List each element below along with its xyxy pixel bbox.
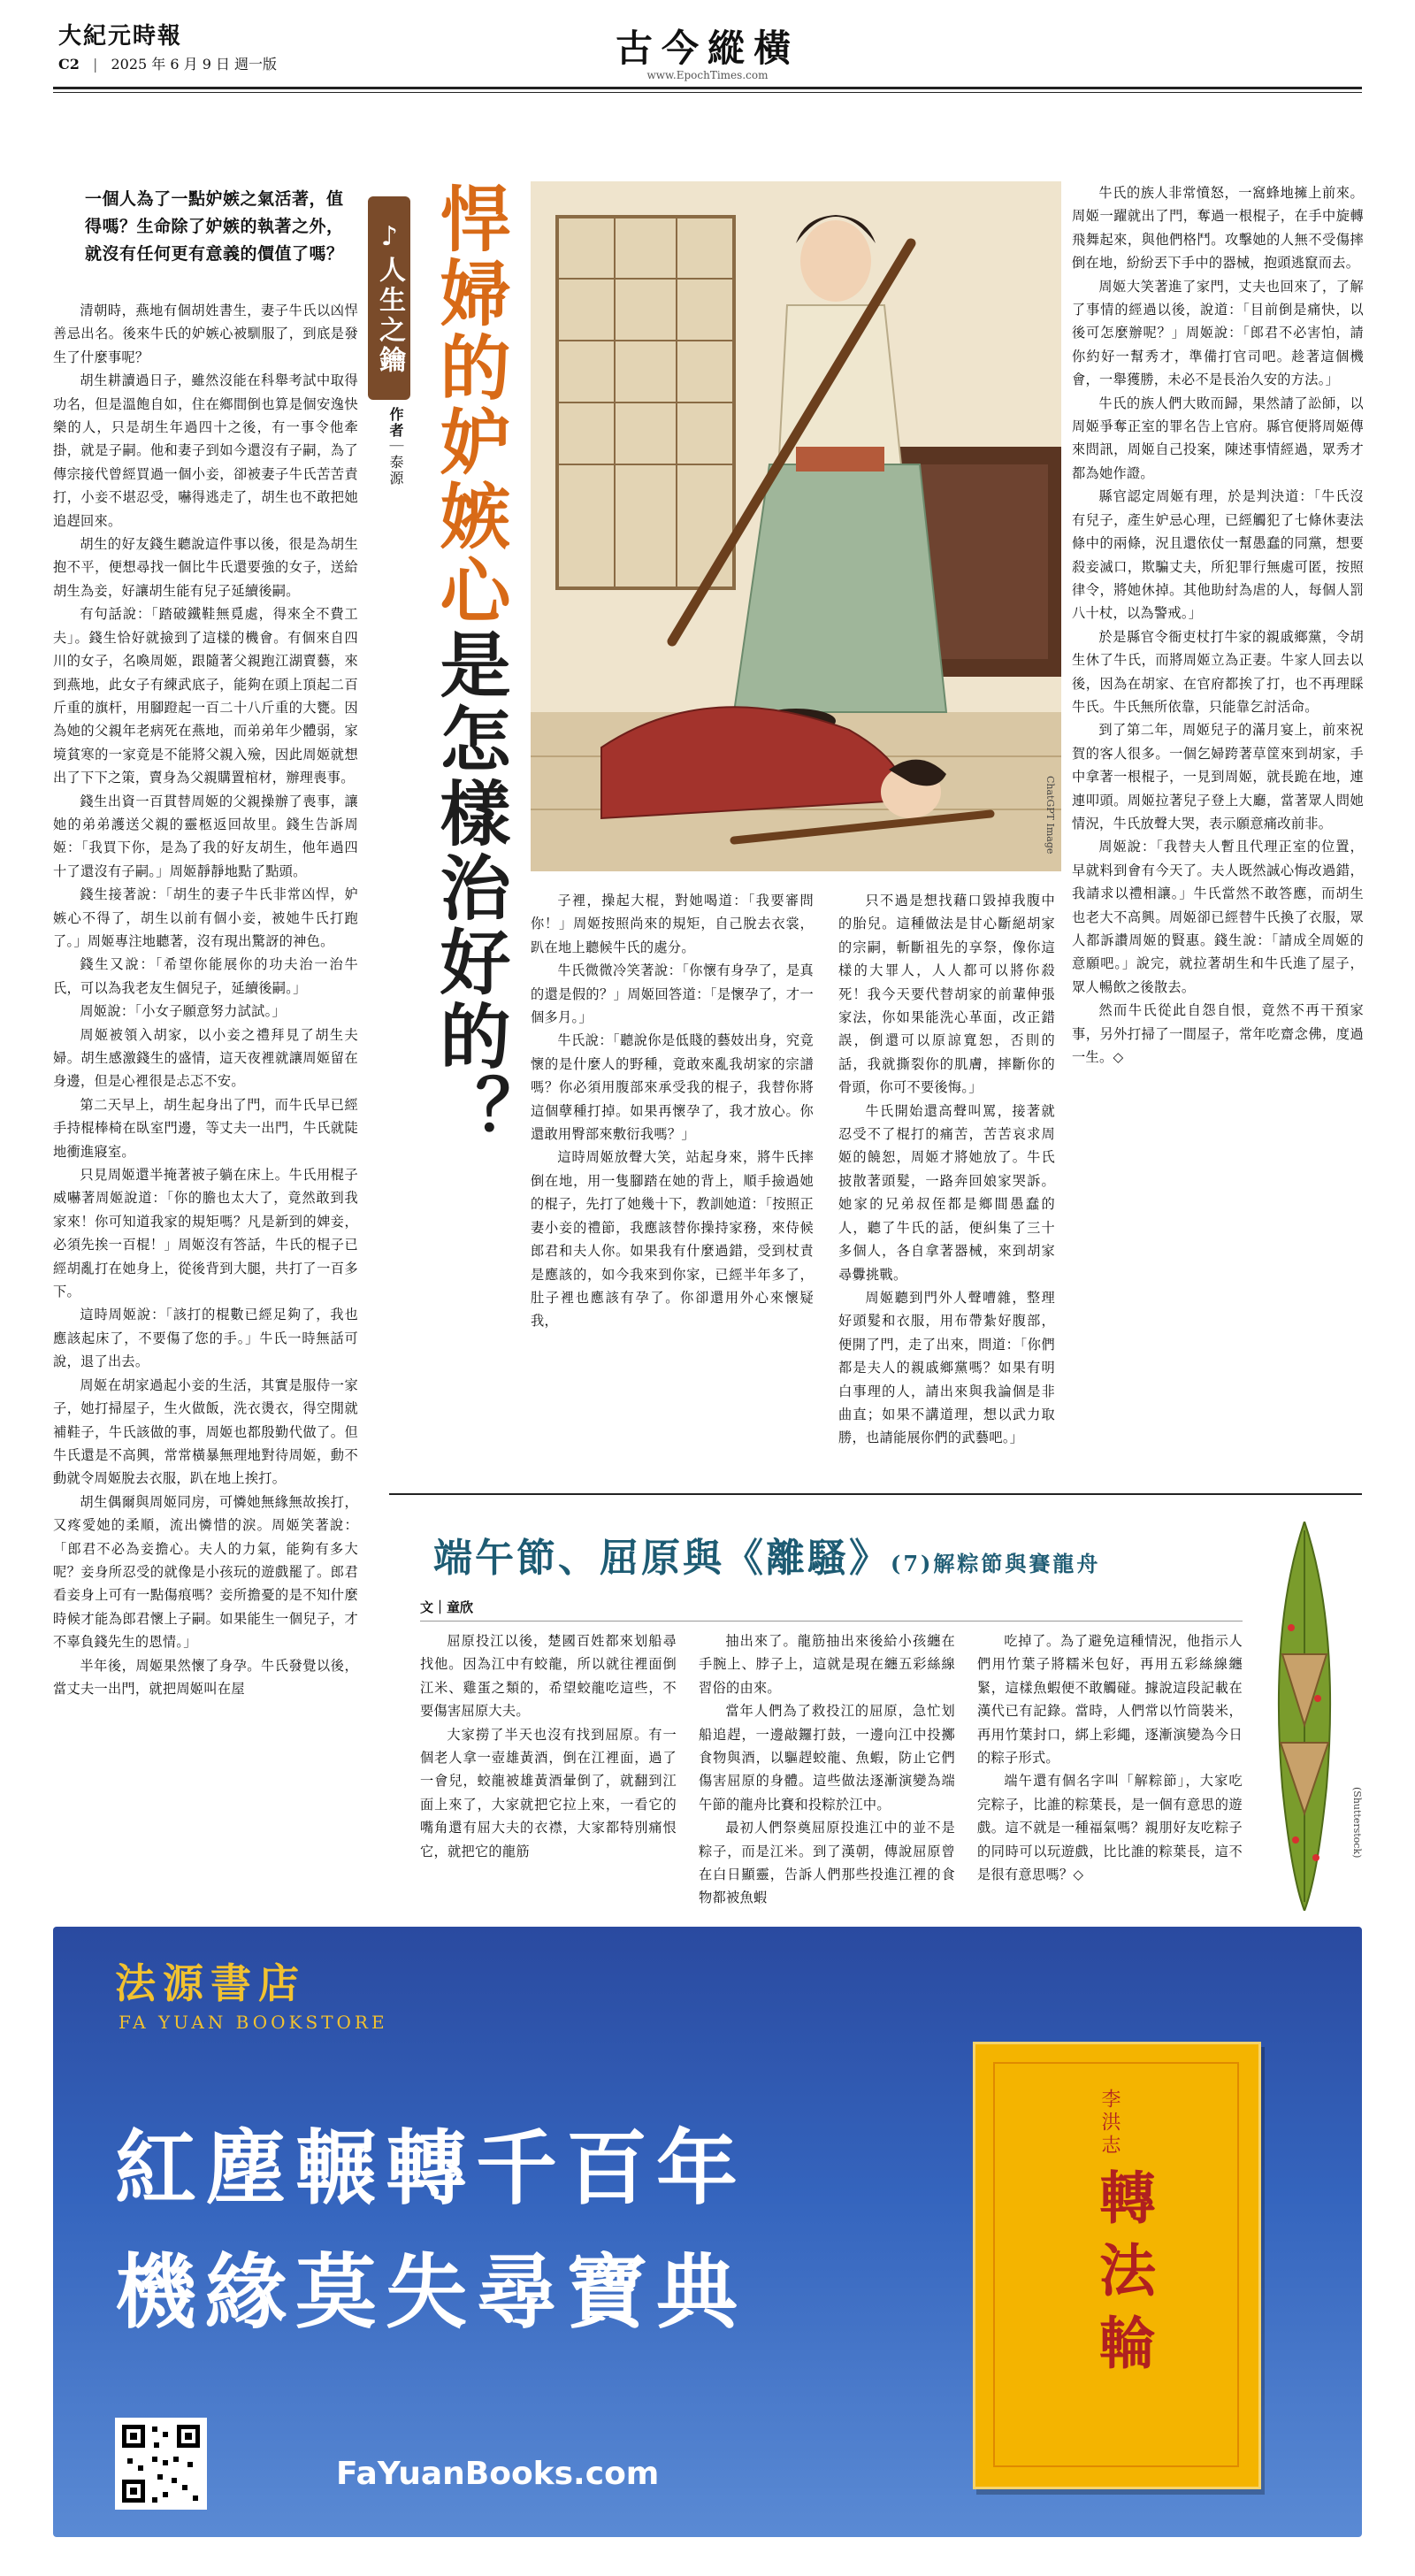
article-divider xyxy=(389,1493,1362,1495)
paragraph: 只不過是想找藉口毀掉我腹中的胎兒。這種做法是甘心斷絕胡家的宗嗣，斬斷祖先的享祭，像你這樣的大罪人，人人都可以將你殺死！我今天要代替胡家的前輩伸張家法，你如果能洗心革面，改正錯誤，倒還可以原諒寬恕，否則的話，我就撕裂你的肌膚，摔斷你的骨頭，你可不要後悔。」 xyxy=(838,893,1055,1096)
paragraph: 牛氏微微冷笑著說：「你懷有身孕了，是真的還是假的？」周姬回答道：「是懷孕了，才一個多月。」 xyxy=(531,962,814,1026)
ad-url[interactable]: FaYuanBooks.com xyxy=(336,2456,660,2492)
paragraph: 端午還有個名字叫「解粽節」，大家吃完粽子，比誰的粽葉長，是一個有意思的遊戲。這不就是一種福氣嗎？親朋好友吃粽子的同時可以玩遊戲，比比誰的粽葉長，這不是很有意思嗎？◇ xyxy=(977,1773,1243,1883)
article2-column-1 xyxy=(420,1629,677,1904)
paragraph: 當年人們為了救投江的屈原，急忙划船追趕，一邊敲鑼打鼓，一邊向江中投擲食物與酒，以驅趕蛟龍、魚蝦，防止它們傷害屈原的身體。這些做法逐漸演變為端午節的龍舟比賽和投粽於江中。 xyxy=(699,1703,955,1813)
section-title: 古今縱橫 xyxy=(615,27,799,70)
paragraph: 然而牛氏從此自怨自恨，竟然不再干預家事，另外打掃了一間屋子，常年吃齋念佛，度過一生。◇ xyxy=(1072,1002,1364,1066)
masthead-meta xyxy=(58,53,277,73)
ad-slogan-2: 機緣莫失尋寶典 xyxy=(115,2244,747,2340)
paragraph: 錢生出資一百貫替周姬的父親操辦了喪事，讓她的弟弟護送父親的靈柩返回故里。錢生告訴周姬：「我買下你，是為了我的好友胡生，他年過四十了還沒有子嗣。」周姬靜靜地點了點頭。 xyxy=(53,793,358,879)
article1-byline: 作者｜泰源 xyxy=(387,407,404,487)
paragraph: 只見周姬還半掩著被子躺在床上。牛氏用棍子威嚇著周姬說道：「你的膽也太大了，竟然敢到我家來！你可知道我家的規矩嗎？凡是新到的婢妾，必須先挨一百棍！」周姬沒有答話，牛氏的棍子已經胡亂打在她身上，從後背到大腿，共打了一百多下。 xyxy=(53,1167,358,1300)
paragraph: 周姬說：「我替夫人暫且代理正室的位置，早就料到會有今天了。夫人既然誠心悔改過錯，我請求以禮相讓。」牛氏當然不敢答應，而胡生也老大不高興。周姬卻已經替牛氏換了衣服，眾人都訴讚周姬的賢惠。錢生說：「請成全周姬的意願吧。」說完，就拉著胡生和牛氏進了屋子，眾人暢飲之後散去。 xyxy=(1072,839,1364,995)
paragraph: 這時周姬說：「該打的棍數已經足夠了，我也應該起床了，不要傷了您的手。」牛氏一時無話可說，退了出去。 xyxy=(53,1307,358,1370)
paragraph: 周姬聽到門外人聲嘈雜，整理好頭髮和衣服，用布帶紮好腹部，便開了門，走了出來，問道：「你們都是夫人的親戚鄉黨嗎？如果有明白事理的人，請出來與我論個是非曲直；如果不講道理，想以武力取勝，也請能展你們的武藝吧。」 xyxy=(838,1289,1055,1446)
article1-column-2 xyxy=(531,889,814,1482)
column-tag-label: 人生之鑰 xyxy=(374,255,405,376)
headline-part-1: 悍婦的妒嫉心 xyxy=(428,182,511,628)
paragraph: 清朝時，燕地有個胡姓書生，妻子牛氏以凶悍善忌出名。後來牛氏的妒嫉心被馴服了，到底是發生了什麼事呢？ xyxy=(53,303,358,365)
paragraph: 到了第二年，周姬兒子的滿月宴上，前來祝賀的客人很多。一個乞婦跨著草筐來到胡家，手中拿著一根棍子，一見到周姬，就長跪在地，連連叩頭。周姬拉著兒子登上大廳，當著眾人問她情況，牛氏放聲大哭，表示願意痛改前非。 xyxy=(1072,722,1364,832)
paragraph: 周姬大笑著進了家門，丈夫也回來了，了解了事情的經過以後，說道：「目前倒是痛快，以後可怎麼辦呢？」周姬說：「郎君不必害怕，請你約好一幫秀才，準備打官司吧。趁著這個機會，一舉獲勝，未必不是長治久安的方法。」 xyxy=(1072,278,1364,388)
paragraph: 胡生的好友錢生聽說這件事以後，很是為胡生抱不平，便想尋找一個比牛氏還要強的女子，送給胡生為妾，好讓胡生能有兒子延續後嗣。 xyxy=(53,536,358,599)
article1-column-1 xyxy=(53,299,358,1697)
article2-column-3 xyxy=(977,1629,1243,1904)
article1-column-4 xyxy=(1072,181,1364,1477)
paragraph: 子裡，操起大棍，對她喝道：「我要審問你！」周姬按照尚來的規矩，自己脫去衣裳，趴在地上聽候牛氏的處分。 xyxy=(531,893,814,955)
paragraph: 半年後，周姬果然懷了身孕。牛氏發覺以後，當丈夫一出門，就把周姬叫在屋 xyxy=(53,1657,358,1697)
paragraph: 有句話說：「踏破鐵鞋無覓處，得來全不費工夫」。錢生恰好就撿到了這樣的機會。有個來自四川的女子，名喚周姬，跟隨著父親跑江湖賣藝，來到燕地，此女子有練武底子，能夠在頭上頂起二百斤重的旗杆，用腳蹬起一百二十八斤重的大甕。因為她的父親年老病死在燕地，而弟弟年少體弱，家境貧寒的一家竟是不能將父親入殮，因此周姬就想出了下下之策，賣身為父親購置棺材，辦理喪事。 xyxy=(53,606,358,786)
site-url[interactable]: www.EpochTimes.com xyxy=(646,69,769,81)
article2-column-2 xyxy=(699,1629,955,1904)
paragraph: 吃掉了。為了避免這種情況，他指示人們用竹葉子將糯米包好，再用五彩絲線纏緊，這樣魚蝦便不敢觸碰。據說這段記載在漢代已有記錄。當時，人們常以竹筒裝米，再用竹葉封口，綁上彩繩，逐漸演變為今日的粽子形式。 xyxy=(977,1633,1243,1767)
article1-illustration xyxy=(531,181,1061,871)
paragraph: 牛氏的族人非常憤怒，一窩蜂地擁上前來。周姬一躍就出了門，奪過一根棍子，在手中旋轉飛舞起來，與他們格鬥。攻擊她的人無不受傷摔倒在地，紛紛丟下手中的器械，抱頭逃竄而去。 xyxy=(1072,185,1364,272)
column-tag xyxy=(368,196,410,400)
paragraph: 錢生又說：「希望你能展你的功夫治一治牛氏，可以為我老友生個兒子，延續後嗣。」 xyxy=(53,956,358,996)
paragraph: 抽出來了。龍筋抽出來後給小孩纏在手腕上、脖子上，這就是現在纏五彩絲線習俗的由來。 xyxy=(699,1633,955,1696)
paragraph: 周姬被領入胡家，以小妾之禮拜見了胡生夫婦。胡生感激錢生的盛情，這天夜裡就讓周姬留在身邊，但是心裡很是忐忑不安。 xyxy=(53,1026,358,1090)
author-label: 文｜ xyxy=(420,1599,447,1615)
article2-title xyxy=(433,1526,1100,1583)
author-label: 作者 xyxy=(387,407,404,439)
ad-slogan-1: 紅塵輾轉千百年 xyxy=(115,2120,747,2216)
paragraph: 周姬說：「小女子願意努力試試。」 xyxy=(80,1003,286,1020)
book-cover xyxy=(973,2042,1261,2489)
paragraph: 大家撈了半天也沒有找到屈原。有一個老人拿一壺雄黃酒，倒在江裡面，過了一會兒，蛟龍被雄黃酒暈倒了，就翻到江面上來了，大家就把它拉上來，一看它的嘴角還有屈大夫的衣襟，大家都特別痛恨它，就把它的龍筋 xyxy=(420,1726,677,1859)
article2-title-main: 端午節、屈原與《離騷》 xyxy=(433,1536,891,1581)
paragraph: 牛氏開始還高聲叫罵，接著就忍受不了棍打的痛苦，苦苦哀求周姬的饒恕，周姬才將她放了。牛氏披散著頭髮，一路奔回娘家哭訴。她家的兄弟叔侄都是鄉間愚蠢的人，聽了牛氏的話，便糾集了三十多個人，各自拿著器械，來到胡家尋釁挑戰。 xyxy=(838,1102,1055,1283)
page-number: C2 xyxy=(58,56,80,73)
article1-headline xyxy=(430,182,509,1315)
book-author: 李洪志 xyxy=(1098,2089,1121,2158)
masthead-logo: 大紀元時報 xyxy=(58,23,183,50)
paragraph: 牛氏說：「聽說你是低賤的藝妓出身，究竟懷的是什麼人的野種，竟敢來亂我胡家的宗譜嗎？你必須用腹部來承受我的棍子，我替你將這個孽種打掉。如果再懷孕了，我才放心。你還敢用臀部來敷衍我嗎？」 xyxy=(531,1032,814,1143)
paragraph: 胡生偶爾與周姬同房，可憐她無緣無故挨打，又疼愛她的柔順，流出憐惜的淚。周姬笑著說：「郎君不必為妾擔心。夫人的力氣，能夠有多大呢？妾身所忍受的就像是小孩玩的遊戲罷了。郎君看妾身上可有一點傷痕嗎？妾所擔憂的是不知什麼時候才能為郎君懷上子嗣。如果能生一個兒子，才不辜負錢先生的恩情。」 xyxy=(53,1493,358,1651)
article1-column-3 xyxy=(838,889,1055,1482)
zongzi-image xyxy=(1256,1522,1353,1911)
paragraph: 這時周姬放聲大笑，站起身來，將牛氏摔倒在地，用一隻腳踏在她的背上，順手撿過她的棍子，先打了她幾十下，教訓她道：「按照正妻小妾的禮節，我應該替你操持家務，來侍候郎君和夫人你。如果我有什麼過錯，受到杖責是應該的，如今我來到你家，已經半年多了，肚子裡也應該有孕了。你卻還用外心來懷疑我， xyxy=(531,1149,814,1330)
masthead-rule xyxy=(53,87,1362,89)
book-title: 轉法輪 xyxy=(1090,2168,1156,2386)
author-name: 泰源 xyxy=(387,455,404,487)
paragraph: 牛氏的族人們大敗而歸，果然請了訟師，以周姬爭奪正室的罪名告上官府。縣官便將周姬傳來問訊，周姬自己投案，陳述事情經過，眾秀才都為她作證。 xyxy=(1072,395,1364,481)
paragraph: 於是縣官令衙吏杖打牛家的親戚鄉黨，令胡生休了牛氏，而將周姬立為正妻。牛家人回去以後，因為在胡家、在官府都挨了打，也不再理睬牛氏。牛氏無所依靠，只能靠乞討活命。 xyxy=(1072,628,1364,715)
paragraph: 胡生耕讀過日子，雖然沒能在科舉考試中取得功名，但是溫飽自如，住在鄉間倒也算是個安逸快樂的人，只是胡生年過四十之後，有一事令他牽掛，就是子嗣。他和妻子到如今還沒有子嗣，為了傳宗接代曾經買過一個小妾，卻被妻子牛氏苦苦責打，小妾不堪忍受，嚇得逃走了，胡生也不敢把她追趕回來。 xyxy=(53,372,358,529)
paragraph: 周姬在胡家過起小妾的生活，其實是服侍一家子，她打掃屋子，生火做飯，洗衣燙衣，得空閒就補鞋子，牛氏該做的事，周姬也都殷勤代做了。但牛氏還是不高興，常常橫暴無理地對待周姬，動不動就令周姬脫去衣服，趴在地上挨打。 xyxy=(53,1376,358,1487)
ad-brand: 法源書店 xyxy=(115,1959,306,2007)
article2-byline xyxy=(420,1598,473,1616)
illustration-drawing xyxy=(531,181,1061,871)
headline-part-2: 是怎樣治好的？ xyxy=(428,628,511,1148)
zongzi-credit: (Shutterstock) xyxy=(1351,1787,1363,1859)
bookstore-ad[interactable] xyxy=(53,1927,1362,2537)
paragraph: 錢生接著說：「胡生的妻子牛氏非常凶悍，妒嫉心不得了，胡生以前有個小妾，被她牛氏打跑了。」周姬專注地聽著，沒有現出驚訝的神色。 xyxy=(53,886,358,949)
ad-brand-en: FA YUAN BOOKSTORE xyxy=(119,2012,388,2033)
byline-rule xyxy=(420,1621,1243,1622)
paragraph: 縣官認定周姬有理，於是判決道：「牛氏沒有兒子，產生妒忌心理，已經觸犯了七條休妻法條中的兩條，況且還依仗一幫愚蠢的同黨，想要殺妾滅口，欺騙丈夫，所犯罪行無處可匿，按照律令，將她休掉。其他助紂為虐的人，每個人罰八十杖，以為警戒。」 xyxy=(1072,488,1364,622)
paragraph: 最初人們祭奠屈原投進江中的並不是粽子，而是江米。到了漢朝，傳說屈原曾在白日顯靈，告訴人們那些投進江裡的食物都被魚蝦 xyxy=(699,1820,955,1906)
illustration-credit: ChatGPT Image xyxy=(1044,775,1056,854)
meta-separator: | xyxy=(92,56,98,73)
zongzi-drawing xyxy=(1256,1522,1353,1911)
article-lead: 一個人為了一點妒嫉之氣活著，值得嗎？生命除了妒嫉的執著之外，就沒有任何更有意義的價值了嗎？ xyxy=(85,189,344,264)
article2-subtitle: (7)解粽節與賽龍舟 xyxy=(891,1551,1101,1576)
author-name: 童欣 xyxy=(447,1599,474,1615)
masthead-rule-thin xyxy=(53,92,1362,93)
paragraph: 屈原投江以後，楚國百姓都來划船尋找他。因為江中有蛟龍，所以就往裡面倒江米、雞蛋之類的，希望蛟龍吃這些，不要傷害屈原大夫。 xyxy=(420,1633,677,1720)
qr-code-icon[interactable] xyxy=(115,2418,207,2510)
issue-date: 2025 年 6 月 9 日 週一版 xyxy=(111,56,278,73)
music-note-icon: ♪ xyxy=(374,220,405,256)
paragraph: 第二天早上，胡生起身出了門，而牛氏早已經手持棍棒椅在臥室門邊，等丈夫一出門，牛氏就陡地衝進寢室。 xyxy=(53,1096,358,1160)
